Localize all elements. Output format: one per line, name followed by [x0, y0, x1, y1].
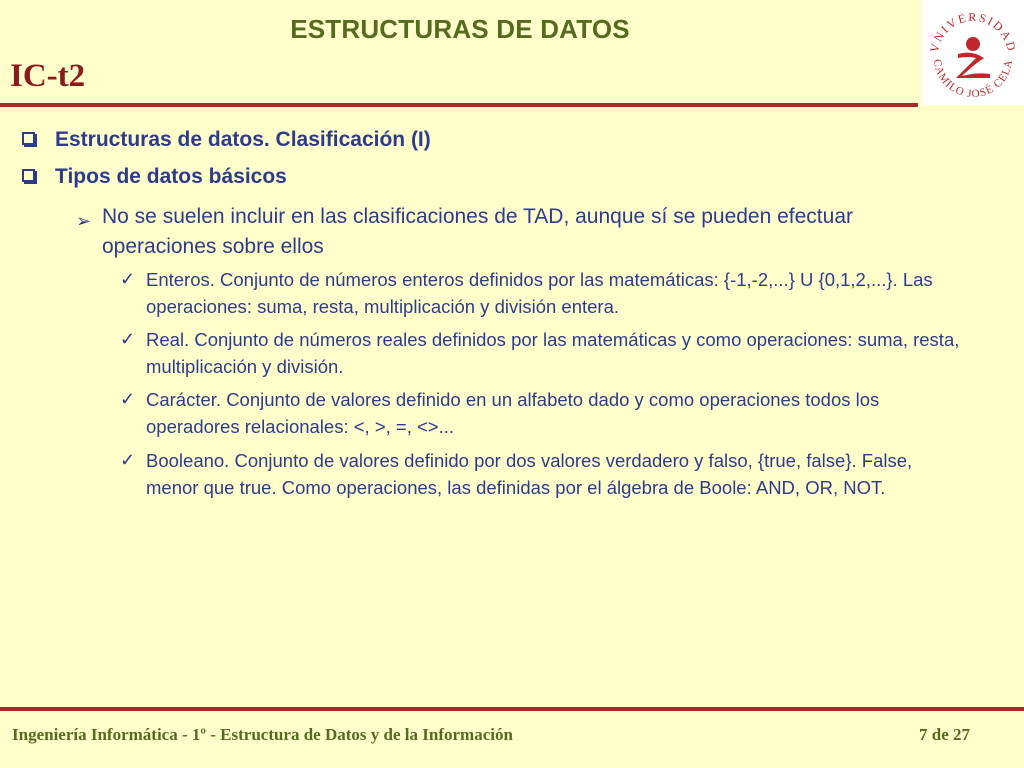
bullet-text: Tipos de datos básicos [55, 165, 287, 188]
check-icon: ✓ [120, 389, 136, 409]
check-icon: ✓ [120, 329, 136, 349]
list-item [120, 386, 965, 440]
check-icon: ✓ [120, 450, 136, 470]
sub-bullet-text: No se suelen incluir en las clasificaciones de TAD, aunque sí se pueden efectuar operaciones sobre ellos [102, 205, 853, 258]
list-item-text: Real. Conjunto de números reales definidos por las matemáticas y como operaciones: suma, resta, multiplicación y división. [146, 329, 960, 377]
check-icon: ✓ [120, 269, 136, 289]
footer-course-label: Ingeniería Informática - 1º - Estructura de Datos y de la Información [12, 725, 513, 744]
svg-text:VNIVERSIDAD: VNIVERSIDAD [927, 9, 1019, 54]
footer-page-number: 7 de 27 [919, 725, 970, 744]
top-divider [0, 103, 918, 107]
slide-code: IC-t2 [10, 58, 86, 94]
bullet-text: Estructuras de datos. Clasificación (I) [55, 128, 431, 151]
svg-text:CAMILO JOSÉ CELA: CAMILO JOSÉ CELA [930, 58, 1016, 101]
arrow-bullet-icon: ➢ [76, 211, 92, 231]
slide-header-title: ESTRUCTURAS DE DATOS [290, 14, 630, 44]
list-item-text: Enteros. Conjunto de números enteros definidos por las matemáticas: {-1,-2,...} U {0,1,2,...}. Las operaciones: suma, resta, multiplicación y división entera. [146, 269, 933, 317]
university-seal-icon [922, 0, 1024, 105]
list-item-text: Booleano. Conjunto de valores definido por dos valores verdadero y falso, {true, false}. False, menor que true. Como operaciones, las definidas por el álgebra de Boole: AND, OR, NOT. [146, 450, 913, 498]
bottom-divider [0, 707, 1024, 711]
list-item [120, 447, 965, 501]
checkbox-bullet-icon [22, 132, 35, 145]
bullet-item [22, 128, 431, 152]
list-item [120, 326, 965, 380]
university-logo [922, 0, 1024, 105]
list-item-text: Carácter. Conjunto de valores definido en un alfabeto dado y como operaciones todos los operadores relacionales: <, >, =, <>... [146, 389, 880, 437]
checkbox-bullet-icon [22, 169, 35, 182]
bullet-item [22, 165, 287, 189]
list-item [120, 266, 965, 320]
sub-bullet-item [76, 202, 956, 262]
